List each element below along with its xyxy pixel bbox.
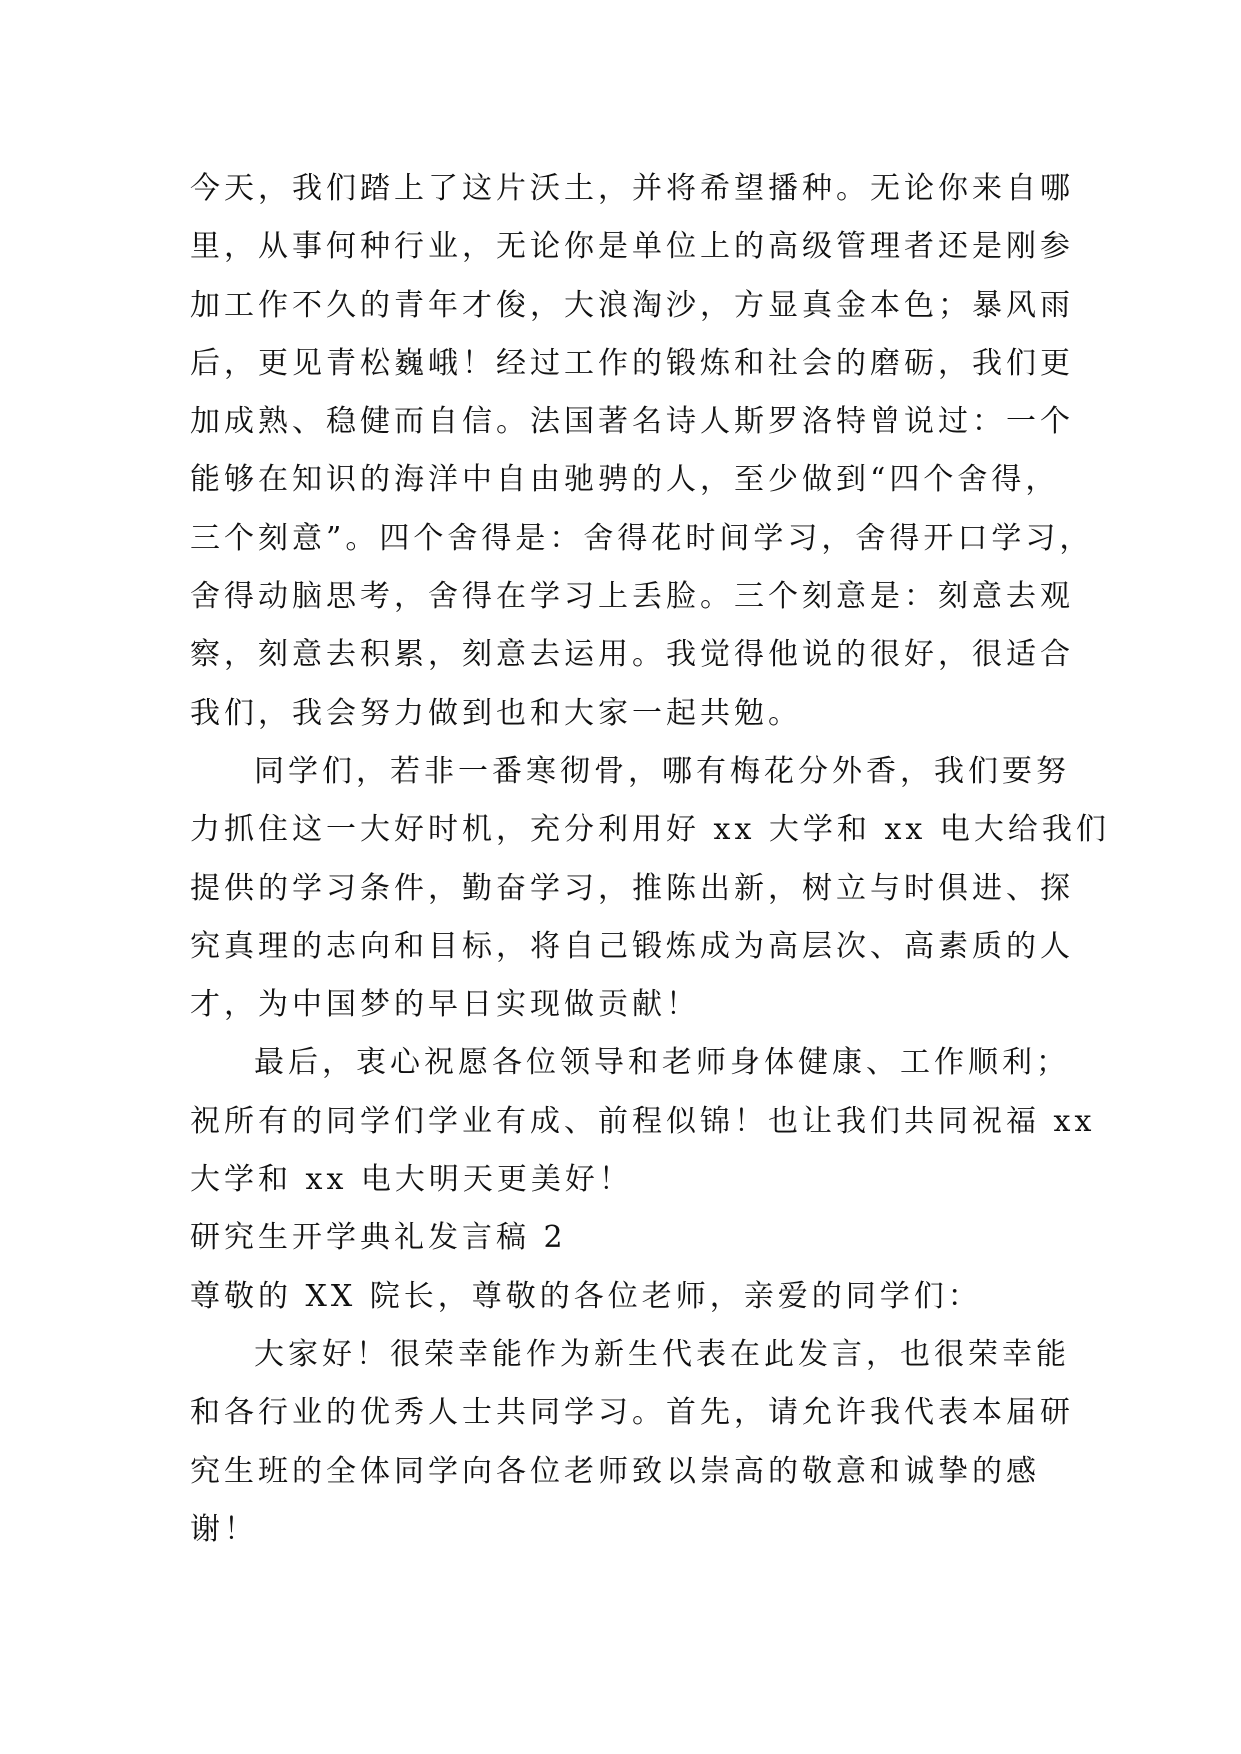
text-line: 究生班的全体同学向各位老师致以崇高的敬意和诚挚的感 bbox=[190, 1453, 1040, 1489]
text-line: 大学和 xx 电大明天更美好！ bbox=[190, 1162, 633, 1198]
text-line: 今天，我们踏上了这片沃土，并将希望播种。无论你来自哪 bbox=[190, 171, 1074, 206]
text-line: 谢！ bbox=[190, 1511, 258, 1547]
text-line-indented: 同学们，若非一番寒彻骨，哪有梅花分外香，我们要努 bbox=[254, 753, 1070, 789]
text-line-indented: 最后，衷心祝愿各位领导和老师身体健康、工作顺利； bbox=[254, 1045, 1070, 1081]
text-line: 我们，我会努力做到也和大家一起共勉。 bbox=[190, 695, 802, 731]
text-line: 加成熟、稳健而自信。法国著名诗人斯罗洛特曾说过：一个 bbox=[190, 404, 1074, 440]
text-line: 察，刻意去积累，刻意去运用。我觉得他说的很好，很适合 bbox=[190, 637, 1074, 673]
text-line-indented: 大家好！很荣幸能作为新生代表在此发言，也很荣幸能 bbox=[254, 1336, 1070, 1372]
text-line: 和各行业的优秀人士共同学习。首先，请允许我代表本届研 bbox=[190, 1395, 1074, 1431]
text-line: 提供的学习条件，勤奋学习，推陈出新，树立与时俱进、探 bbox=[190, 870, 1074, 906]
document-body bbox=[190, 160, 1110, 1559]
text-line: 能够在知识的海洋中自由驰骋的人，至少做到“四个舍得， bbox=[190, 462, 1060, 498]
text-line: 三个刻意”。四个舍得是：舍得花时间学习，舍得开口学习， bbox=[190, 520, 1094, 556]
text-line: 究真理的志向和目标，将自己锻炼成为高层次、高素质的人 bbox=[190, 928, 1074, 964]
text-line: 后，更见青松巍峨！经过工作的锻炼和社会的磨砺，我们更 bbox=[190, 345, 1074, 381]
text-line: 加工作不久的青年才俊，大浪淘沙，方显真金本色；暴风雨 bbox=[190, 287, 1074, 323]
text-line: 祝所有的同学们学业有成、前程似锦！也让我们共同祝福 xx bbox=[190, 1103, 1096, 1139]
text-line: 才，为中国梦的早日实现做贡献！ bbox=[190, 987, 700, 1023]
salutation: 尊敬的 XX 院长，尊敬的各位老师，亲爱的同学们： bbox=[190, 1278, 982, 1314]
section-title: 研究生开学典礼发言稿 2 bbox=[190, 1220, 567, 1256]
text-line: 力抓住这一大好时机，充分利用好 xx 大学和 xx 电大给我们 bbox=[190, 812, 1110, 848]
text-line: 舍得动脑思考，舍得在学习上丢脸。三个刻意是：刻意去观 bbox=[190, 579, 1074, 615]
text-line: 里，从事何种行业，无论你是单位上的高级管理者还是刚参 bbox=[190, 229, 1074, 265]
